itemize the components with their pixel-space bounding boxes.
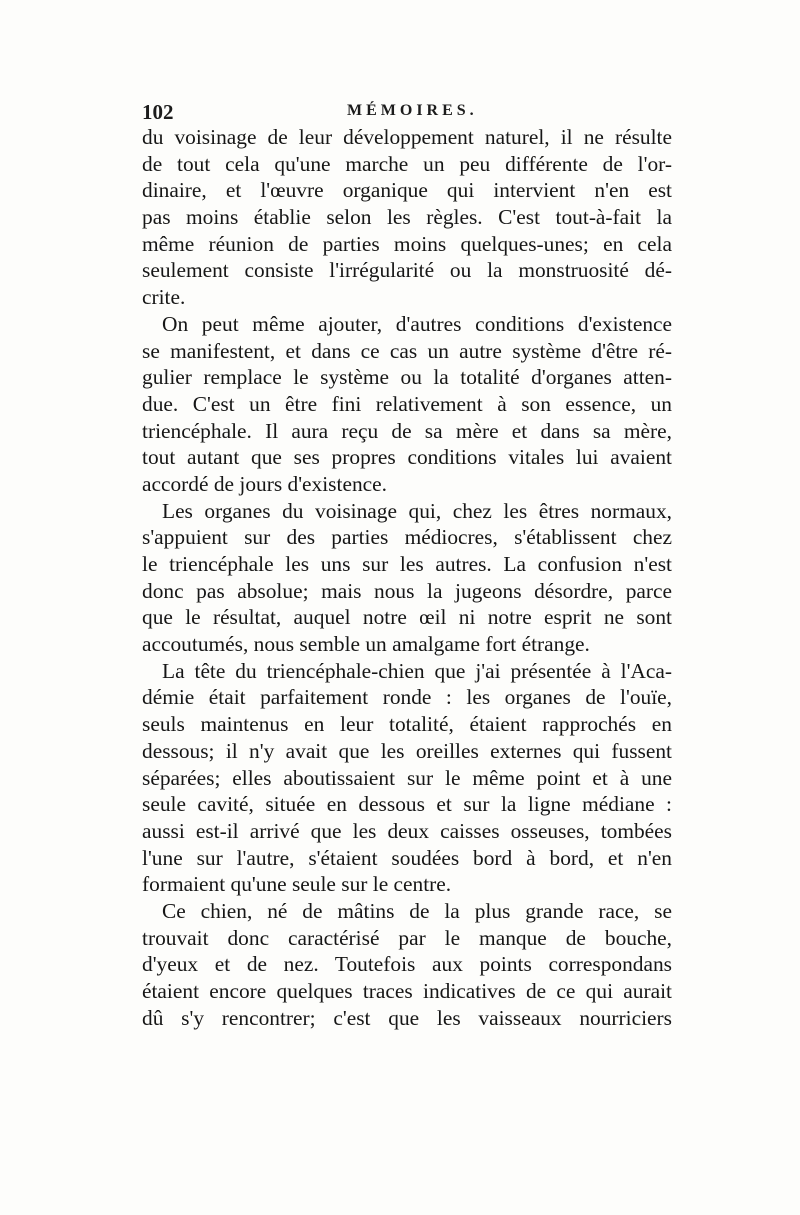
text-line: se manifestent, et dans ce cas un autre système d'être ré-	[142, 338, 672, 363]
text-line: accoutumés, nous semble un amalgame fort étrange.	[142, 632, 590, 657]
text-line: s'appuient sur des parties médiocres, s'établissent chez	[142, 525, 672, 550]
text-line: dinaire, et l'œuvre organique qui intervient n'en est	[142, 178, 672, 203]
text-line: démie était parfaitement ronde : les organes de l'ouïe,	[142, 685, 672, 710]
text-line: seuls maintenus en leur totalité, étaient rapprochés en	[142, 712, 672, 737]
text-line: donc pas absolue; mais nous la jugeons désordre, parce	[142, 578, 672, 603]
text-line: accordé de jours d'existence.	[142, 471, 387, 496]
running-title: MÉMOIRES.	[347, 102, 478, 119]
text-line: dû s'y rencontrer; c'est que les vaisseaux nourriciers	[142, 1005, 672, 1030]
text-line: gulier remplace le système ou la totalité d'organes atten-	[142, 365, 672, 390]
running-head	[142, 96, 672, 124]
text-line: dessous; il n'y avait que les oreilles externes qui fussent	[142, 738, 672, 763]
text-line: On peut même ajouter, d'autres conditions d'existence	[162, 311, 672, 336]
text-line: aussi est-il arrivé que les deux caisses osseuses, tombées	[142, 818, 672, 843]
text-line: séparées; elles aboutissaient sur le même point et à une	[142, 765, 672, 790]
text-line: que le résultat, auquel notre œil ni notre esprit ne sont	[142, 605, 672, 630]
text-line: le triencéphale les uns sur les autres. La confusion n'est	[142, 552, 672, 576]
text-line: Ce chien, né de mâtins de la plus grande race, se	[162, 898, 672, 923]
text-line: Les organes du voisinage qui, chez les êtres normaux,	[162, 498, 672, 523]
text-line: crite.	[142, 285, 186, 310]
text-line: l'une sur l'autre, s'étaient soudées bord à bord, et n'en	[142, 845, 672, 870]
text-line: d'yeux et de nez. Toutefois aux points correspondans	[142, 952, 672, 977]
text-line: étaient encore quelques traces indicatives de ce qui aurait	[142, 979, 672, 1003]
text-line: du voisinage de leur développement naturel, il ne résulte	[142, 125, 672, 149]
page-number: 102	[142, 100, 174, 124]
text-line: due. C'est un être fini relativement à son essence, un	[142, 391, 672, 416]
text-line: tout autant que ses propres conditions vitales lui avaient	[142, 445, 672, 470]
body-text	[142, 124, 672, 1031]
text-line: trouvait donc caractérisé par le manque de bouche,	[142, 925, 672, 950]
text-line: La tête du triencéphale-chien que j'ai présentée à l'Aca-	[162, 658, 672, 683]
text-line: même réunion de parties moins quelques-unes; en cela	[142, 231, 672, 256]
text-line: formaient qu'une seule sur le centre.	[142, 872, 452, 897]
text-line: seulement consiste l'irrégularité ou la monstruosité dé-	[142, 258, 672, 283]
text-line: pas moins établie selon les règles. C'est tout-à-fait la	[142, 205, 672, 230]
text-line: triencéphale. Il aura reçu de sa mère et dans sa mère,	[142, 418, 672, 443]
text-line: de tout cela qu'une marche un peu différente de l'or-	[142, 151, 672, 176]
text-line: seule cavité, située en dessous et sur la ligne médiane :	[142, 792, 672, 817]
